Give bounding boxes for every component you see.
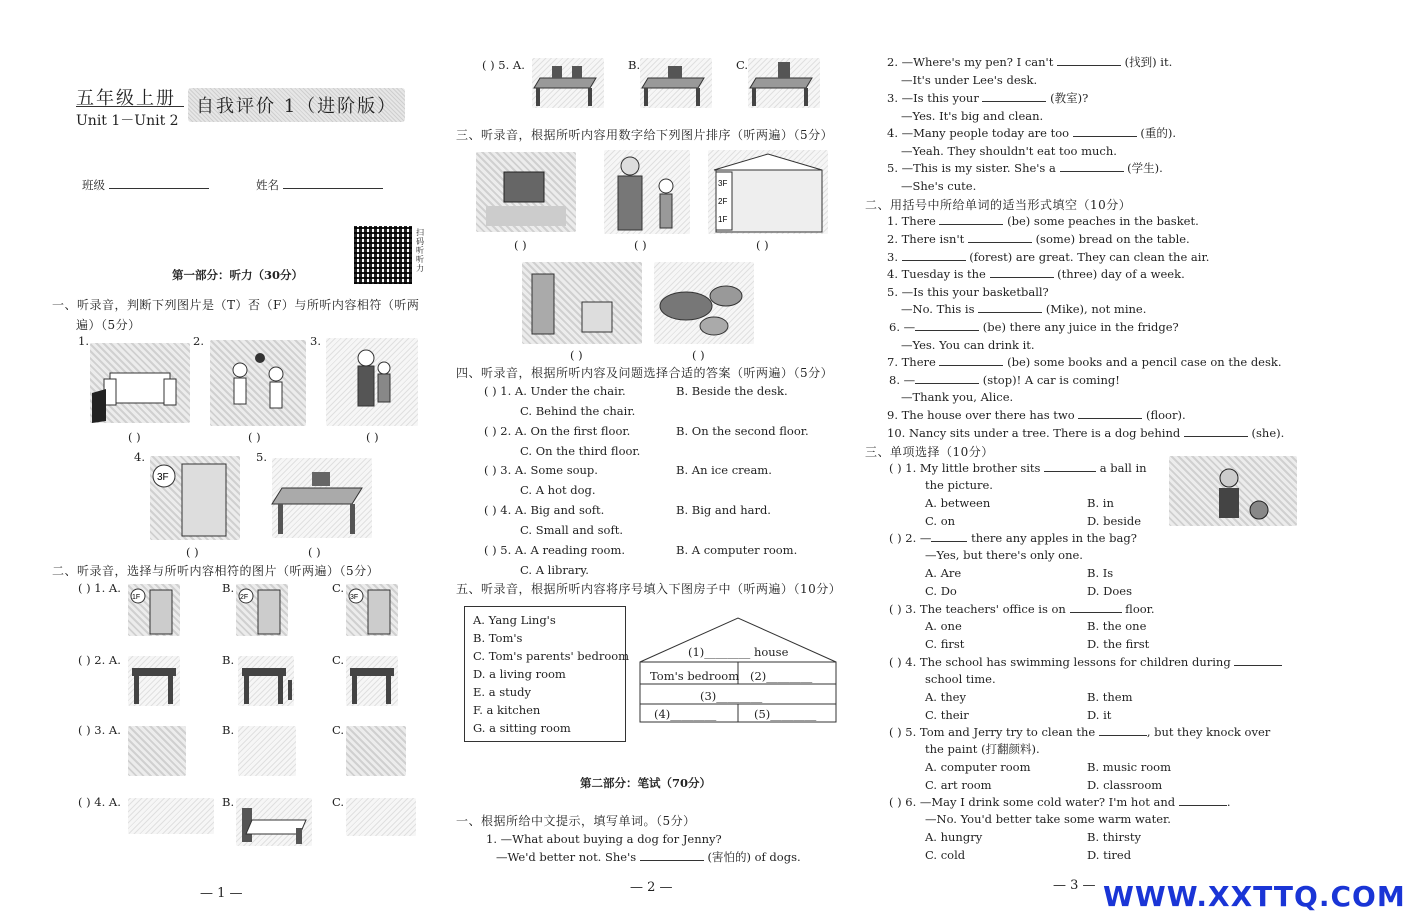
s2-q4-b-label: B. — [222, 795, 235, 809]
w3-q2-text: ( ) 2. — — [889, 531, 932, 545]
w2-q4-post: (three) day of a week. — [1057, 267, 1185, 281]
s4-q3-c: C. A hot dog. — [520, 483, 596, 497]
w3-q5-line2: the paint (打翻颜料). — [925, 742, 1040, 756]
w3-q1-b[interactable]: B. in — [1087, 496, 1114, 510]
w2-q1-blank[interactable] — [939, 214, 1003, 225]
w3-q1-a[interactable]: A. between — [925, 496, 991, 510]
w3-q5-c[interactable]: C. art room — [925, 778, 992, 792]
w1-q5-reply: —She's cute. — [901, 179, 977, 193]
w2-q9-blank[interactable] — [1078, 408, 1142, 419]
s2-q2-a-desk — [128, 656, 180, 706]
w3-q3-text: ( ) 3. The teachers' office is on — [889, 602, 1066, 616]
house-cell-tom: Tom's bedroom — [650, 669, 740, 683]
section3-title: 三、听录音，根据所听内容用数字给下列图片排序（听两遍）（5分） — [456, 128, 834, 142]
w2-q10-blank[interactable] — [1184, 426, 1248, 437]
w2-q8-pre: 8. — — [889, 373, 916, 387]
s2-q3-b-label: B. — [222, 723, 235, 737]
s2-q4-c-bed — [346, 798, 416, 836]
w1-q4-text: 4. —Many people today are too — [887, 126, 1070, 140]
w2-q7-blank[interactable] — [939, 355, 1003, 366]
s3-answer-4[interactable]: ( ) — [570, 348, 583, 362]
w2-q4-blank[interactable] — [990, 267, 1054, 278]
w3-q6-b[interactable]: B. thirsty — [1087, 830, 1141, 844]
s2-q3-a-picture — [128, 726, 186, 776]
s3-answer-2[interactable]: ( ) — [634, 238, 647, 252]
w2-q9 — [887, 408, 1186, 422]
w1-q1-answer-text: —We'd better not. She's — [496, 850, 637, 864]
w2-q10-pre: 10. Nancy sits under a tree. There is a dog behind — [887, 426, 1181, 440]
floor-badge-3f-text: 3F — [157, 472, 169, 483]
w2-q9-pre: 9. The house over there has two — [887, 408, 1075, 422]
s2-q1-c-label: C. — [332, 581, 345, 595]
house-cell-2[interactable]: (2)________ — [750, 669, 813, 683]
s4-q1-b: B. Beside the desk. — [676, 384, 788, 398]
w2-q5: 5. —Is this your basketball? — [887, 285, 1049, 299]
w1-q1-question: 1. —What about buying a dog for Jenny? — [486, 832, 722, 846]
building-floor-1f: 1F — [718, 215, 728, 224]
w3-q2-post: there any apples in the bag? — [971, 531, 1137, 545]
s5-option-a: A. Yang Ling's — [473, 613, 556, 627]
s4-q2-a[interactable]: ( ) 2. A. On the first floor. — [484, 424, 631, 438]
writing-section2-title: 二、用括号中所给单词的适当形式填空（10分） — [865, 198, 1132, 212]
w1-q2-blank[interactable] — [1057, 55, 1121, 66]
w3-q1-line2: the picture. — [925, 478, 993, 492]
class-field — [82, 178, 209, 192]
w3-q4-c[interactable]: C. their — [925, 708, 969, 722]
page-3 — [865, 0, 1406, 919]
w2-q10-post: (she). — [1251, 426, 1285, 440]
name-blank[interactable] — [283, 178, 383, 189]
w1-q3-blank[interactable] — [982, 91, 1046, 102]
w3-q4[interactable] — [889, 655, 1282, 669]
w3-q2[interactable] — [889, 531, 1137, 545]
w3-q6-a[interactable]: A. hungry — [925, 830, 983, 844]
w1-q5-text: 5. —This is my sister. She's a — [887, 161, 1056, 175]
house-cell-3[interactable]: (3)________ — [700, 689, 763, 703]
w3-q4-d[interactable]: D. it — [1087, 708, 1112, 722]
s4-q3-b: B. An ice cream. — [676, 463, 772, 477]
s1-num-1: 1. — [78, 334, 89, 348]
s2-q5-b-label: B. — [628, 58, 641, 72]
w2-q6-pre: 6. — — [889, 320, 916, 334]
page-number-2: — 2 — — [630, 880, 673, 895]
floor-text-3f: 3F — [350, 594, 359, 601]
s3-tv-room-picture — [476, 152, 576, 232]
s2-q3-b-picture — [238, 726, 296, 776]
class-label: 班级 — [82, 178, 105, 192]
w3-q3-c[interactable]: C. first — [925, 637, 965, 651]
part2-title: 第二部分：笔试（70分） — [580, 776, 712, 790]
s2-q4-b-bed — [236, 798, 312, 846]
s5-option-f: F. a kitchen — [473, 703, 541, 717]
s1-answer-2[interactable]: ( ) — [248, 430, 261, 444]
s1-answer-5[interactable]: ( ) — [308, 545, 321, 559]
section4-title: 四、听录音，根据所听内容及问题选择合适的答案（听两遍）（5分） — [456, 366, 834, 380]
qr-code[interactable] — [354, 226, 412, 284]
s2-q2-c-desk — [346, 656, 398, 706]
part1-title: 第一部分：听力（30分） — [172, 268, 304, 282]
w2-q4 — [887, 267, 1185, 281]
w3-q5-blank[interactable] — [1099, 725, 1147, 736]
s2-q1-b-label: B. — [222, 581, 235, 595]
s5-options-box — [464, 606, 630, 742]
w2-q1-post: (be) some peaches in the basket. — [1007, 214, 1199, 228]
w3-q5-a[interactable]: A. computer room — [925, 760, 1031, 774]
w1-q3-hint: (教室)? — [1050, 91, 1089, 105]
w1-q2-reply: —It's under Lee's desk. — [901, 73, 1038, 87]
s2-q1-label[interactable]: ( ) 1. A. — [78, 581, 121, 595]
s2-q1-a-door-1f — [128, 584, 180, 636]
w3-q2-b[interactable]: B. Is — [1087, 566, 1114, 580]
w2-q5-reply-pre: —No. This is — [901, 302, 975, 316]
s2-q5-c-label: C. — [736, 58, 749, 72]
w2-q6-blank[interactable] — [915, 320, 979, 331]
section5-title: 五、听录音，根据所听内容将序号填入下图房子中（听两遍）（10分） — [456, 582, 842, 596]
s1-num-5: 5. — [256, 450, 267, 464]
w1-q3-text: 3. —Is this your — [887, 91, 979, 105]
s4-q2-c: C. On the third floor. — [520, 444, 641, 458]
w3-q5-text: ( ) 5. Tom and Jerry try to clean the — [889, 725, 1096, 739]
w2-q7-pre: 7. There — [887, 355, 936, 369]
s4-q5-b: B. A computer room. — [676, 543, 798, 557]
w1-q4-hint: (重的). — [1140, 126, 1177, 140]
w1-q2-text: 2. —Where's my pen? I can't — [887, 55, 1054, 69]
w2-q6-reply: —Yes. You can drink it. — [901, 338, 1035, 352]
s2-q2-c-label: C. — [332, 653, 345, 667]
s2-q5-b-table — [640, 58, 712, 108]
w2-q4-pre: 4. Tuesday is the — [887, 267, 986, 281]
w3-q6-c[interactable]: C. cold — [925, 848, 966, 862]
page-title: 自我评价 1（进阶版） — [188, 88, 405, 122]
building-floor-2f: 2F — [718, 197, 728, 206]
s5-option-c: C. Tom's parents' bedroom — [473, 649, 630, 663]
s2-q4-label[interactable]: ( ) 4. A. — [78, 795, 121, 809]
w3-q6-text: ( ) 6. —May I drink some cold water? I'm hot and — [889, 795, 1176, 809]
s5-option-b: B. Tom's — [473, 631, 523, 645]
s1-answer-1[interactable]: ( ) — [128, 430, 141, 444]
writing-section1-title: 一、根据所给中文提示，填写单词。（5分） — [456, 814, 696, 828]
w3-q2-blank[interactable] — [931, 531, 967, 542]
w2-q1 — [887, 214, 1199, 228]
s5-option-g: G. a sitting room — [473, 721, 571, 735]
w2-q8 — [889, 373, 1120, 387]
w3-q1-d[interactable]: D. beside — [1087, 514, 1142, 528]
w3-q3[interactable] — [889, 602, 1155, 616]
w3-q6-blank[interactable] — [1179, 795, 1227, 806]
w2-q10 — [887, 426, 1284, 440]
class-blank[interactable] — [109, 178, 209, 189]
w2-q5-blank[interactable] — [978, 302, 1042, 313]
w2-q3 — [887, 250, 1209, 264]
w3-q6-d[interactable]: D. tired — [1087, 848, 1132, 862]
w1-q3-reply: —Yes. It's big and clean. — [901, 109, 1044, 123]
w2-q5-reply — [901, 302, 1146, 316]
watermark-text: WWW.XXTTQ.COM — [1103, 880, 1406, 913]
w3-q4-text: ( ) 4. The school has swimming lessons for children during — [889, 655, 1231, 669]
s4-q5-c: C. A library. — [520, 563, 589, 577]
w3-q3-a[interactable]: A. one — [925, 619, 962, 633]
house-cell-4[interactable]: (4)________ — [654, 707, 717, 721]
s2-q5-label[interactable]: ( ) 5. A. — [482, 58, 525, 72]
s2-q4-a-bed — [128, 798, 214, 834]
s3-answer-5[interactable]: ( ) — [692, 348, 705, 362]
name-field — [256, 178, 383, 192]
w3-q4-blank[interactable] — [1234, 655, 1282, 666]
page-2 — [438, 0, 865, 919]
s4-q5-a[interactable]: ( ) 5. A. A reading room. — [484, 543, 626, 557]
w3-q2-a[interactable]: A. Are — [925, 566, 962, 580]
s2-q4-c-label: C. — [332, 795, 345, 809]
s2-q5-c-table — [748, 58, 820, 108]
floor-text-1f: 1F — [132, 594, 141, 601]
family-picture — [326, 338, 418, 426]
w3-q1[interactable] — [889, 461, 1147, 475]
w3-q2-d[interactable]: D. Does — [1087, 584, 1132, 598]
s2-q3-label[interactable]: ( ) 3. A. — [78, 723, 121, 737]
w1-q3 — [887, 91, 1088, 105]
s3-food-picture — [654, 262, 754, 344]
s5-option-d: D. a living room — [473, 667, 566, 681]
w2-q6 — [889, 320, 1179, 334]
s2-q3-c-label: C. — [332, 723, 345, 737]
w1-q4-blank[interactable] — [1073, 126, 1137, 137]
w2-q3-pre: 3. — [887, 250, 898, 264]
w3-q5[interactable] — [889, 725, 1270, 739]
name-label: 姓名 — [256, 178, 279, 192]
w3-q4-line2: school time. — [925, 672, 996, 686]
s2-q2-label[interactable]: ( ) 2. A. — [78, 653, 121, 667]
s4-q4-b: B. Big and hard. — [676, 503, 771, 517]
s4-q2-b: B. On the second floor. — [676, 424, 809, 438]
w3-q3-post: floor. — [1125, 602, 1155, 616]
qr-note: 扫码听听力 — [416, 228, 424, 273]
writing-section3-title: 三、单项选择（10分） — [865, 445, 994, 459]
s1-answer-4[interactable]: ( ) — [186, 545, 199, 559]
w1-q5-blank[interactable] — [1060, 161, 1124, 172]
s4-q4-a[interactable]: ( ) 4. A. Big and soft. — [484, 503, 605, 517]
w2-q7 — [887, 355, 1282, 369]
kids-basketball-picture — [210, 340, 306, 426]
boy-with-ball-picture — [1169, 456, 1297, 526]
w2-q8-blank[interactable] — [915, 373, 979, 384]
third-floor-door-picture — [150, 456, 240, 540]
w3-q5-b[interactable]: B. music room — [1087, 760, 1171, 774]
s3-answer-3[interactable]: ( ) — [756, 238, 769, 252]
w3-q6-post: . — [1226, 795, 1231, 809]
w3-q5-d[interactable]: D. classroom — [1087, 778, 1163, 792]
w2-q2-post: (some) bread on the table. — [1035, 232, 1190, 246]
w1-q2 — [887, 55, 1172, 69]
w1-q1-hint: (害怕的) of dogs. — [707, 850, 801, 864]
s3-building-picture — [708, 150, 828, 234]
w3-q3-b[interactable]: B. the one — [1087, 619, 1147, 633]
w1-q5-hint: (学生). — [1127, 161, 1163, 175]
w3-q4-b[interactable]: B. them — [1087, 690, 1133, 704]
s4-q1-a[interactable]: ( ) 1. A. Under the chair. — [484, 384, 626, 398]
s3-room-picture — [522, 262, 642, 344]
s3-answer-1[interactable]: ( ) — [514, 238, 527, 252]
w2-q6-post: (be) there any juice in the fridge? — [982, 320, 1179, 334]
w2-q9-post: (floor). — [1145, 408, 1186, 422]
table-picture — [272, 458, 372, 538]
w2-q3-blank[interactable] — [902, 250, 966, 261]
s1-num-2: 2. — [193, 334, 204, 348]
page-1 — [0, 0, 438, 919]
w1-q4 — [887, 126, 1176, 140]
house-cell-5[interactable]: (5)________ — [754, 707, 817, 721]
building-floor-3f: 3F — [718, 179, 728, 188]
w3-q1-post: a ball in — [1099, 461, 1147, 475]
page-number-3: — 3 — — [1053, 878, 1096, 893]
s2-q1-b-door-2f — [236, 584, 288, 636]
w2-q3-post: (forest) are great. They can clean the air. — [969, 250, 1210, 264]
w1-q1-blank[interactable] — [640, 850, 704, 861]
w2-q2 — [887, 232, 1190, 246]
w3-q3-blank[interactable] — [1070, 602, 1122, 613]
s4-q1-c: C. Behind the chair. — [520, 404, 636, 418]
s1-num-3: 3. — [310, 334, 321, 348]
w3-q2-c[interactable]: C. Do — [925, 584, 957, 598]
s5-option-e: E. a study — [473, 685, 532, 699]
section1-title-cont: 遍）（5分） — [76, 318, 141, 332]
s2-q5-a-table — [532, 58, 604, 108]
s2-q3-c-picture — [346, 726, 406, 776]
s1-num-4: 4. — [134, 450, 145, 464]
page-number-1: — 1 — — [200, 886, 243, 901]
w2-q1-pre: 1. There — [887, 214, 936, 228]
unit-label: Unit 1－Unit 2 — [76, 113, 179, 129]
s4-q3-a[interactable]: ( ) 3. A. Some soup. — [484, 463, 598, 477]
w1-q5 — [887, 161, 1163, 175]
w3-q4-a[interactable]: A. they — [925, 690, 966, 704]
floor-text-2f: 2F — [240, 594, 249, 601]
grade-label: 五年级上册 — [76, 88, 176, 109]
w3-q2-line2: —Yes, but there's only one. — [925, 548, 1083, 562]
s2-q2-b-desk — [238, 656, 294, 706]
house-cell-1[interactable]: (1)________ house — [688, 645, 789, 659]
section2-title: 二、听录音，选择与所听内容相符的图片（听两遍）（5分） — [52, 564, 380, 578]
w3-q3-d[interactable]: D. the first — [1087, 637, 1150, 651]
w2-q7-post: (be) some books and a pencil case on the desk. — [1007, 355, 1282, 369]
w3-q6-line2: —No. You'd better take some warm water. — [925, 812, 1171, 826]
w2-q8-post: (stop)! A car is coming! — [982, 373, 1120, 387]
w3-q1-blank[interactable] — [1044, 461, 1096, 472]
w1-q1-answer — [496, 850, 801, 864]
w3-q1-text: ( ) 1. My little brother sits — [889, 461, 1041, 475]
s2-q2-b-label: B. — [222, 653, 235, 667]
w1-q2-hint: (找到) it. — [1124, 55, 1173, 69]
section1-title: 一、听录音，判断下列图片是（T）否（F）与所听内容相符（听两 — [52, 298, 420, 312]
w3-q1-c[interactable]: C. on — [925, 514, 956, 528]
w2-q2-pre: 2. There isn't — [887, 232, 965, 246]
s1-answer-3[interactable]: ( ) — [366, 430, 379, 444]
title-divider — [76, 106, 184, 107]
w2-q5-reply-post: (Mike), not mine. — [1045, 302, 1147, 316]
w1-q4-reply: —Yeah. They shouldn't eat too much. — [901, 144, 1117, 158]
w3-q6[interactable] — [889, 795, 1230, 809]
w2-q8-reply: —Thank you, Alice. — [901, 390, 1014, 404]
w3-q5-post: , but they knock over — [1146, 725, 1271, 739]
s3-grandma-girl-picture — [604, 150, 690, 234]
sofa-picture — [90, 343, 190, 423]
s4-q4-c: C. Small and soft. — [520, 523, 623, 537]
w2-q2-blank[interactable] — [968, 232, 1032, 243]
s2-q1-c-door-3f — [346, 584, 398, 636]
